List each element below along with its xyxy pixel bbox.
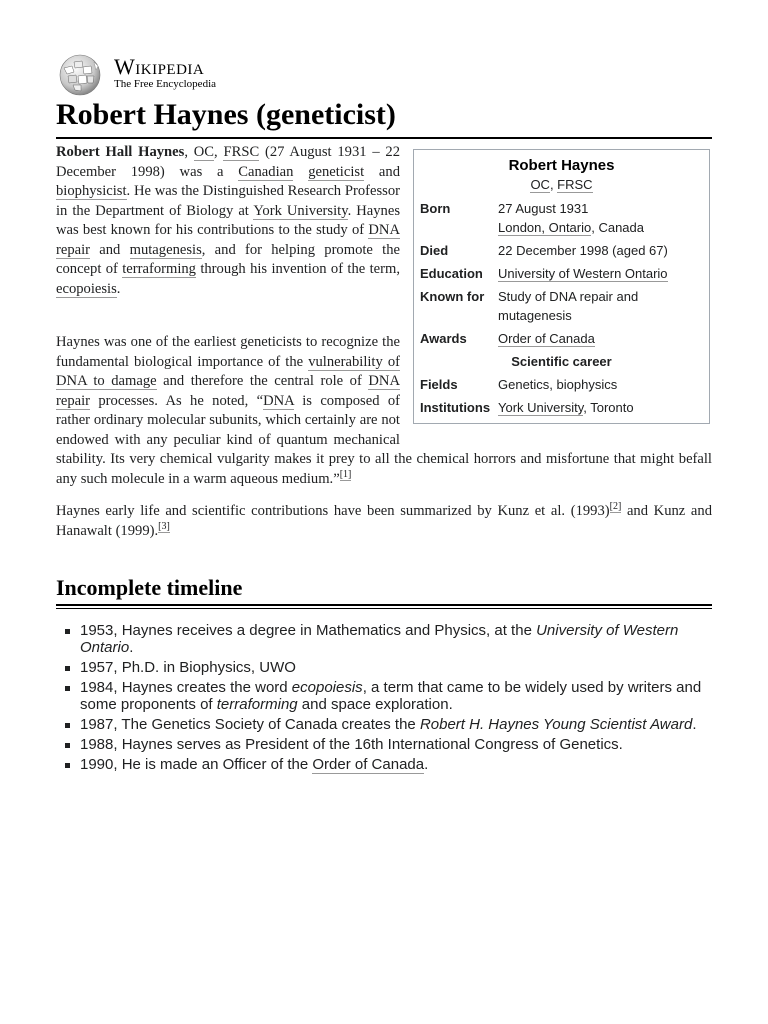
text-run: . — [129, 639, 134, 656]
york-university-link[interactable]: York University — [253, 202, 348, 219]
wikipedia-wordmark: Wikipedia — [114, 54, 205, 79]
canadian-link[interactable]: Canadian — [238, 163, 294, 180]
text-run: Haynes was one of the earliest geneticists to recognize the fundamental biological importance of the — [56, 334, 400, 370]
born-place-rest: , Canada — [591, 220, 644, 235]
text-run: and Kunz and Hanawalt (1999). — [56, 503, 712, 539]
text-run: . He was the Distinguished Research Professor in the Department of Biology at — [56, 183, 400, 219]
infobox-value — [498, 264, 703, 283]
text-run: . — [692, 716, 697, 733]
institution-link[interactable]: York University — [498, 400, 584, 415]
reference-3-link[interactable]: [3] — [158, 520, 170, 532]
text-run: and therefore the central role of — [156, 373, 369, 389]
list-item — [80, 716, 712, 733]
order-of-canada-link[interactable]: Order of Canada — [312, 756, 425, 773]
text-run: . — [116, 280, 121, 297]
infobox-label: Born — [420, 201, 451, 216]
text-run: Robert H. Haynes Young Scientist Award — [419, 716, 693, 733]
awards-link[interactable]: Order of Canada — [498, 331, 595, 346]
dna-link[interactable]: DNA — [263, 392, 294, 409]
timeline-list — [80, 622, 712, 776]
infobox-label: Education — [420, 266, 483, 281]
list-item — [80, 756, 712, 773]
intro-paragraph: Robert Hall Haynes, OC, FRSC (27 August 1931 – 22 December 1998) was a Canadian geneticist and biophysicist. He was the Distinguished Research Professor in the Department of Biology at York University. Haynes was best known for his contributions to the study of DNA repair and mutagenesis, and for helping promote the concept of terraforming through his invention of the term, ecopoiesis. — [56, 144, 401, 297]
infobox-spacer — [400, 333, 712, 445]
born-date: 27 August 1931 — [498, 201, 589, 216]
list-item — [80, 622, 712, 656]
born-place — [498, 218, 703, 237]
infobox-title: Robert Haynes — [508, 157, 615, 174]
infobox-value — [498, 199, 703, 237]
text-run: , and for helping promote the concept of — [56, 241, 400, 277]
infobox-row-education — [414, 262, 709, 285]
page-title: Robert Haynes (geneticist) — [56, 98, 396, 131]
text-run: and — [90, 241, 130, 258]
text-run: University of Western Ontario — [80, 622, 679, 656]
infobox-honors: OC, FRSC — [530, 177, 593, 192]
text-run: 1953, Haynes receives a degree in Mathematics and Physics, at the — [80, 622, 537, 639]
title-divider — [56, 137, 712, 139]
institution-rest: , Toronto — [583, 400, 634, 415]
text-run: 1984, Haynes creates the word — [80, 679, 292, 696]
mutagenesis-link[interactable]: mutagenesis — [129, 241, 202, 258]
list-item — [80, 736, 712, 753]
text-run: 1987, The Genetics Society of Canada creates the — [80, 716, 420, 733]
text-run: , a term that came to be widely used by writers and some proponents of — [80, 679, 702, 713]
text-run: . Haynes was best known for his contributions to the study of — [56, 202, 400, 238]
infobox-label: Awards — [420, 331, 467, 346]
ecopoiesis-link[interactable]: ecopoiesis — [56, 280, 117, 297]
wikipedia-globe-icon[interactable] — [56, 54, 104, 96]
infobox-row-known-for — [414, 285, 709, 327]
reference-1-link[interactable]: [1] — [339, 468, 352, 480]
list-item — [80, 659, 712, 676]
terraforming-link[interactable]: terraforming — [122, 261, 196, 277]
infobox-value: 22 December 1998 (aged 67) — [498, 243, 668, 258]
text-run: and — [364, 163, 400, 180]
education-link[interactable]: University of Western Ontario — [498, 266, 668, 281]
frsc-link[interactable]: FRSC — [223, 144, 260, 160]
text-run: 1988, Haynes serves as President of the 16th International Congress of Genetics. — [80, 736, 623, 753]
infobox-label: Died — [420, 243, 449, 258]
section-heading-timeline: Incomplete timeline — [56, 575, 243, 600]
wikipedia-tagline: The Free Encyclopedia — [114, 78, 217, 90]
oc-link[interactable]: OC — [193, 144, 215, 160]
summary-paragraph — [56, 502, 712, 541]
text-run: processes. As he noted, “ — [90, 392, 264, 409]
reference-2-link[interactable]: [2] — [609, 501, 622, 513]
infobox-value: Genetics, biophysics — [498, 377, 618, 392]
list-item — [80, 679, 712, 713]
dna-damage-link[interactable]: vulnerability of DNA to damage — [56, 353, 400, 389]
text-run: 1957, Ph.D. in Biophysics, UWO — [80, 659, 296, 676]
subject-name: Robert Hall Haynes — [56, 144, 185, 160]
text-run: . — [424, 756, 429, 773]
honor-frsc-link[interactable]: FRSC — [557, 177, 593, 192]
text-run: and space exploration. — [297, 696, 453, 713]
born-place-link[interactable]: London, Ontario — [498, 220, 592, 235]
infobox-value: Study of DNA repair and mutagenesis — [498, 289, 639, 323]
text-run: Haynes early life and scientific contributions have been summarized by Kunz et al. (1993) — [56, 503, 610, 519]
text-run: 1990, He is made an Officer of the — [80, 756, 313, 773]
text-run: ecopoiesis — [291, 679, 363, 696]
text-run: (27 August 1931 – 22 December 1998) was a — [56, 144, 401, 180]
infobox-section-header: Scientific career — [511, 354, 612, 369]
infobox-label: Known for — [420, 289, 485, 304]
dna-repair-link[interactable]: DNA repair — [56, 222, 400, 258]
infobox-row-born — [414, 197, 709, 239]
honor-oc-link[interactable]: OC — [530, 177, 550, 192]
dna-vulnerability-paragraph — [56, 333, 712, 489]
biophysicist-link[interactable]: biophysicist — [56, 183, 127, 199]
text-run: terraforming — [216, 696, 298, 713]
infobox-row-died — [414, 239, 709, 262]
section-divider — [56, 604, 712, 609]
infobox-label: Fields — [420, 377, 458, 392]
infobox-label: Institutions — [420, 400, 491, 415]
text-run: through his invention of the term, — [195, 261, 400, 277]
text-run: is composed of rather ordinary molecular subunits, which certainly are not endowed with any peculiar kind of quantum mechanical stability. Its very chemical vulgarity makes it prey to all the chemical horrors and misfortune that might befall any such molecule in a warm aqueous medium.” — [56, 392, 712, 487]
site-header[interactable] — [56, 54, 356, 98]
dna-repair-link-2[interactable]: DNA repair — [56, 373, 400, 409]
geneticist-link[interactable]: geneticist — [308, 163, 365, 180]
